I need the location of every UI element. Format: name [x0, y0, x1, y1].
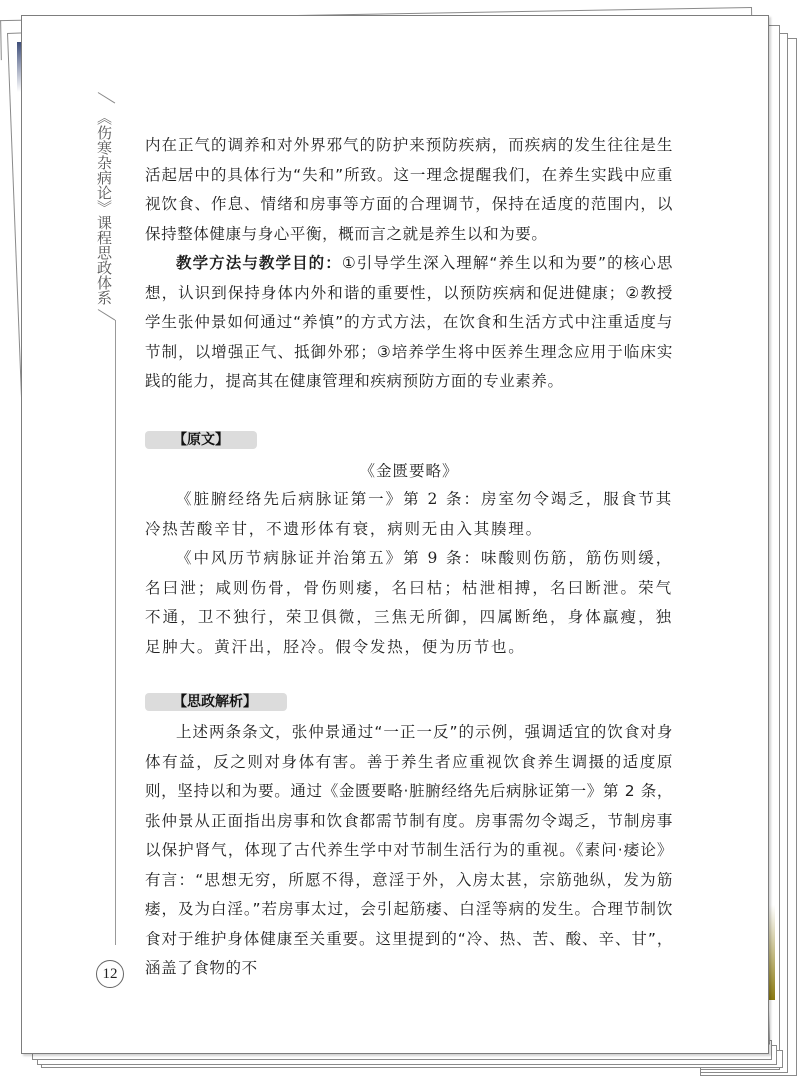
original-text-section — [145, 485, 673, 662]
running-head-subtitle: 课程思政体系 — [95, 215, 113, 305]
clause-1: 《脏腑经络先后病脉证第一》第 2 条：房室勿令竭乏，服食节其冷热苦酸辛甘，不遗形体有衰，病则无由入其腠理。 — [145, 490, 673, 538]
teaching-label: 教学方法与教学目的： — [176, 254, 342, 272]
running-head-book-title: 《伤寒杂病论》 — [95, 110, 113, 215]
teaching-section — [145, 249, 673, 397]
intro-section — [145, 131, 673, 249]
page-number: 12 — [96, 960, 124, 988]
margin-rule — [115, 320, 116, 945]
intro-paragraph: 内在正气的调养和对外界邪气的防护来预防疾病，而疾病的发生往往是生活起居中的具体行为“失和”所致。这一理念提醒我们，在养生实践中应重视饮食、作息、情绪和房事等方面的合理调节，保持在适度的范围内，以保持整体健康与身心平衡，概而言之就是养生以和为要。 — [145, 136, 673, 243]
running-head — [94, 110, 116, 305]
cover-edge-olive — [769, 905, 775, 1000]
section-heading-original-text: 【原文】 — [145, 431, 257, 449]
teaching-text: ①引导学生深入理解“养生以和为要”的核心思想，认识到保持身体内外和谐的重要性，以预防疾病和促进健康；②教授学生张仲景如何通过“养慎”的方式方法，在饮食和生活方式中注重适度与节制，以增强正气、抵御外邪；③培养学生将中医养生理念应用于临床实践的能力，提高其在健康管理和疾病预防方面的专业素养。 — [145, 254, 673, 390]
analysis-paragraph: 上述两条条文，张仲景通过“一正一反”的示例，强调适宜的饮食对身体有益，反之则对身体有害。善于养生者应重视饮食养生调摄的适度原则，坚持以和为要。通过《金匮要略·脏腑经络先后病脉证第一》第 2 条，张仲景从正面指出房事和饮食都需节制有度。房事需勿令竭乏，节制房事以保护肾气，体现了古代养生学中对节制生活行为的重视。《素问·痿论》有言：“思想无穷，所愿不得，意淫于外，入房太甚，宗筋弛纵，发为筋痿，及为白淫。”若房事太过，会引起筋痿、白淫等病的发生。合理节制饮食对于维护身体健康至关重要。这里提到的“冷、热、苦、酸、辛、甘”，涵盖了食物的不 — [145, 723, 673, 977]
clause-2: 《中风历节病脉证并治第五》第 9 条：味酸则伤筋，筋伤则缓，名曰泄；咸则伤骨，骨伤则痿，名曰枯；枯泄相搏，名曰断泄。荣气不通，卫不独行，荣卫俱微，三焦无所御，四属断绝，身体羸瘦，独足肿大。黄汗出，胫冷。假令发热，便为历节也。 — [145, 549, 673, 656]
source-title: 《金匮要略》 — [359, 462, 459, 480]
analysis-section — [145, 718, 673, 984]
teaching-paragraph — [145, 249, 673, 397]
section-heading-analysis: 【思政解析】 — [145, 693, 287, 711]
